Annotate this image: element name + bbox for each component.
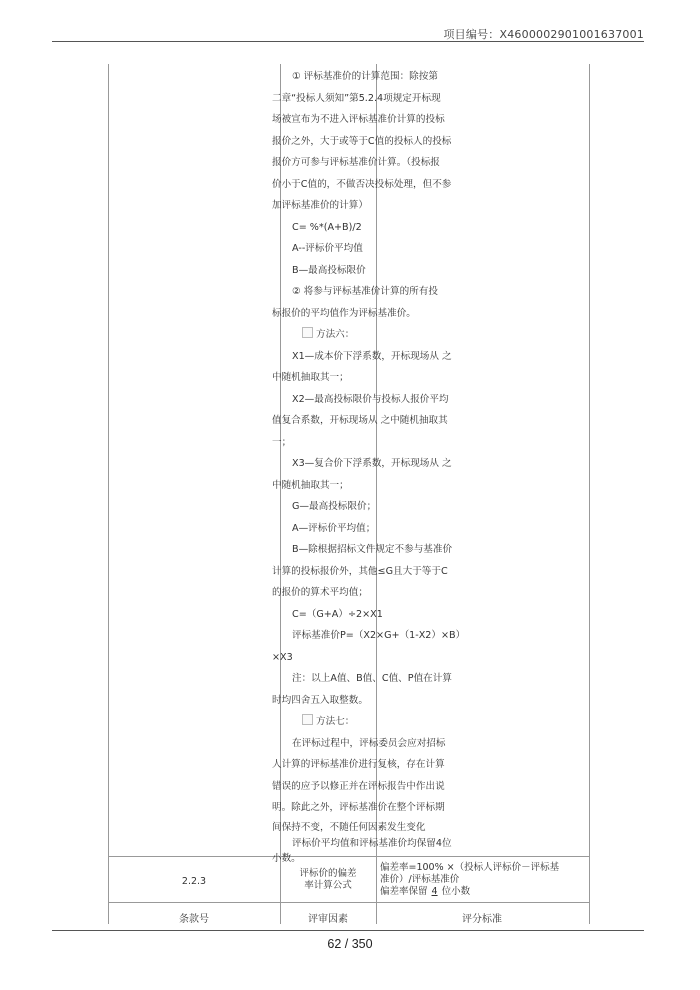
column-header-standard: 评分标准 (462, 914, 502, 925)
clause-number: 2.2.3 (181, 876, 207, 887)
header-rule (52, 41, 644, 42)
method-six-heading: 方法六： (272, 324, 474, 346)
table-row-divider-2 (109, 902, 589, 903)
checkbox-icon (302, 714, 313, 725)
text-line: 一； (272, 436, 292, 448)
text-line: 的报价的算术平均值； (272, 587, 368, 598)
text-line: ② 将参与评标基准价计算的所有投 (292, 286, 438, 297)
decimal-places-value: 4 (431, 886, 438, 897)
text-line: A—评标价平均值； (292, 522, 376, 534)
text-line: 间保持不变，不随任何因素发生变化 (272, 821, 426, 833)
text-line: 小数。 (272, 852, 301, 864)
text-line: 报价方可参与评标基准价计算。（投标报 (272, 157, 440, 168)
text-line: B—除根据招标文件规定不参与基准价 (292, 544, 453, 555)
formula-line: C=（G+A）÷2×X1 (292, 608, 383, 620)
formula-line: 评标基准价P=（X2×G+（1-X2）×B） (292, 630, 466, 641)
formula-line: ×X3 (272, 651, 293, 663)
text-line: B—最高投标限价 (292, 264, 366, 276)
text-line: 二章“投标人须知”第5.2.4项规定开标现 (272, 92, 441, 104)
checkbox-icon (302, 327, 313, 338)
text-line: A--评标价平均值 (292, 243, 363, 254)
evaluation-method-text (272, 66, 474, 866)
text-line: X2—最高投标限价与投标人报价平均 (292, 393, 449, 405)
text-line: ① 评标基准价的计算范围：除按第 (292, 71, 438, 82)
text-line: 人计算的评标基准价进行复核，存在计算 (272, 759, 445, 770)
text-line: 场被宣布为不进入评标基准价计算的投标 (272, 114, 445, 125)
note-line: 时均四舍五入取整数。 (272, 694, 368, 706)
text-line: 加评标基准价的计算） (272, 200, 368, 211)
standard-line: 偏差率=100% ×（投标人评标价－评标基 (380, 862, 560, 873)
text-line: X3—复合价下浮系数，开标现场从 之 (292, 458, 452, 469)
formula-line: C= %*(A+B)/2 (292, 221, 362, 233)
text-line: 标报价的平均值作为评标基准价。 (272, 307, 416, 319)
project-number: 项目编号：X4600002901001637001 (443, 28, 644, 41)
standard-line: 准价）/评标基准价 (380, 874, 460, 885)
text-line: 中随机抽取其一； (272, 479, 349, 491)
text-line: 值复合系数，开标现场从 之中随机抽取其 (272, 415, 448, 426)
text-line: 计算的投标报价外，其他≤G且大于等于C (272, 565, 448, 577)
factor-line: 评标价的偏差 (299, 868, 357, 879)
text-line: 价小于C值的，不做否决投标处理，但不参 (272, 178, 452, 190)
text-line: 在评标过程中，评标委员会应对招标 (292, 737, 446, 749)
page-number: 62 / 350 (327, 937, 373, 951)
decimal-places-line: 偏差率保留 4 位小数 (380, 886, 471, 897)
footer-rule (52, 930, 644, 931)
column-header-clause-no: 条款号 (179, 914, 209, 925)
text-line: X1—成本价下浮系数，开标现场从 之 (292, 350, 452, 362)
text-line: 中随机抽取其一； (272, 372, 349, 383)
evaluation-factor (280, 868, 376, 892)
factor-line: 率计算公式 (304, 880, 352, 891)
scoring-standard (380, 862, 585, 898)
text-line: 错误的应予以修正并在评标报告中作出说 (272, 780, 445, 792)
column-header-factor: 评审因素 (308, 914, 348, 925)
method-seven-heading: 方法七： (272, 711, 474, 733)
text-line: 报价之外，大于或等于C值的投标人的投标 (272, 135, 452, 147)
text-line: 明。除此之外，评标基准价在整个评标期 (272, 802, 445, 813)
text-line: 评标价平均值和评标基准价均保留4位 (292, 837, 452, 849)
note-line: 注：以上A值、B值、C值、P值在计算 (292, 673, 452, 684)
text-line: G—最高投标限价； (292, 501, 377, 512)
